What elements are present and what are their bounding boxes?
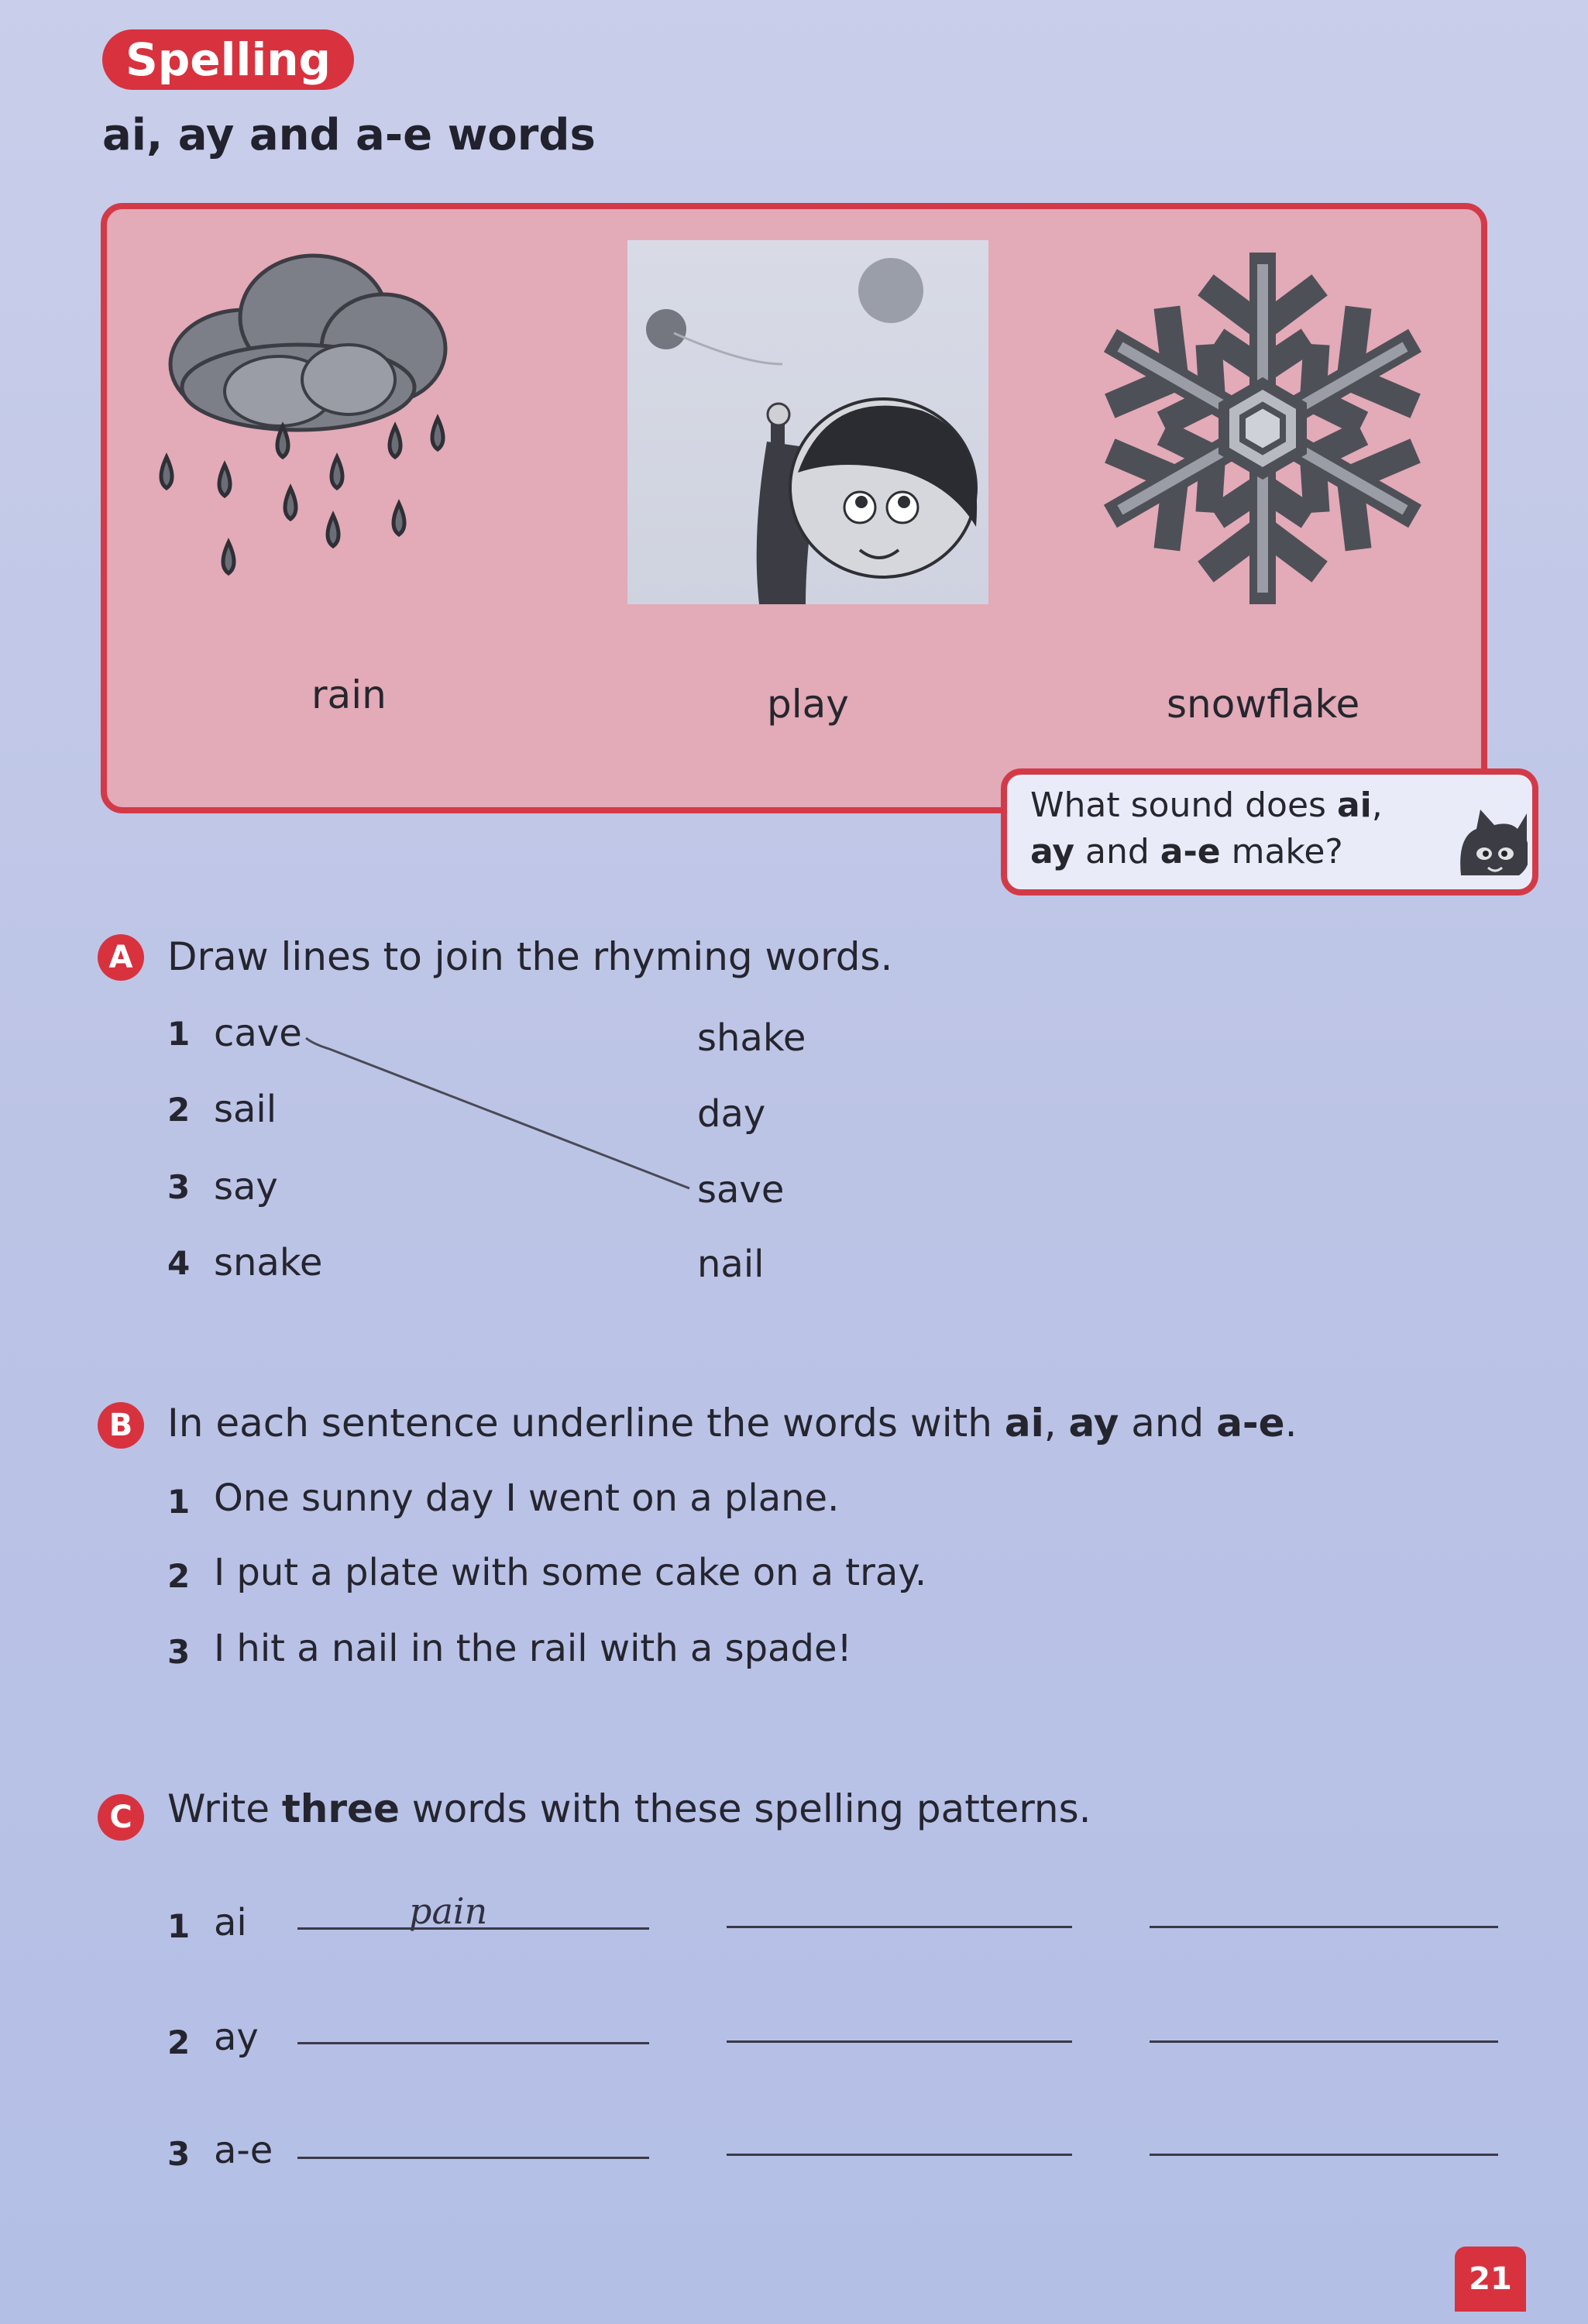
answer-blank[interactable]	[297, 1927, 649, 1930]
item-number: 3	[167, 1168, 191, 1206]
section-b-instruction: In each sentence underline the words with ai, ay and a-e.	[167, 1401, 1298, 1446]
item-number: 1	[167, 1015, 191, 1053]
spelling-pattern: ay	[214, 2016, 259, 2059]
cat-icon	[1453, 806, 1528, 883]
answer-blank[interactable]	[727, 1926, 1072, 1928]
item-number: 3	[167, 1633, 191, 1671]
rhyme-word-right[interactable]: day	[697, 1092, 766, 1136]
section-b-badge: B	[98, 1402, 144, 1449]
section-badge: Spelling	[102, 29, 354, 90]
rhyme-word-left[interactable]: say	[214, 1165, 278, 1208]
answer-blank[interactable]	[1150, 2154, 1498, 2156]
snowflake-icon	[1077, 246, 1449, 610]
answer-blank[interactable]	[297, 2042, 649, 2044]
picture-label-rain: rain	[311, 672, 387, 717]
spelling-pattern: a-e	[214, 2129, 273, 2172]
sentence[interactable]: I hit a nail in the rail with a spade!	[214, 1627, 852, 1670]
rhyme-word-left[interactable]: sail	[214, 1088, 277, 1131]
section-a-instruction: Draw lines to join the rhyming words.	[167, 934, 893, 979]
section-a-badge: A	[98, 934, 144, 981]
picture-label-play: play	[767, 682, 849, 727]
rhyme-word-right[interactable]: save	[697, 1168, 785, 1212]
picture-label-snowflake: snowflake	[1167, 682, 1360, 727]
page-number: 21	[1455, 2247, 1526, 2312]
rhyme-word-right[interactable]: shake	[697, 1016, 806, 1060]
item-number: 3	[167, 2135, 191, 2173]
answer-blank[interactable]	[727, 2154, 1072, 2156]
item-number: 2	[167, 2023, 191, 2061]
item-number: 2	[167, 1091, 191, 1129]
section-c-instruction: Write three words with these spelling patterns.	[167, 1786, 1091, 1831]
item-number: 4	[167, 1244, 191, 1282]
item-number: 2	[167, 1557, 191, 1595]
answer-blank[interactable]	[1150, 1926, 1498, 1928]
spelling-pattern: ai	[214, 1901, 247, 1944]
answer-handwriting: pain	[409, 1890, 488, 1932]
item-number: 1	[167, 1483, 191, 1521]
child-playing-illustration	[627, 240, 988, 604]
rhyme-word-left[interactable]: snake	[214, 1241, 323, 1284]
rhyme-word-right[interactable]: nail	[697, 1243, 765, 1286]
section-c-badge: C	[98, 1794, 144, 1841]
bubble-text-line2: ay and a-e make?	[1030, 832, 1343, 871]
item-number: 1	[167, 1907, 191, 1945]
rhyme-word-left[interactable]: cave	[214, 1012, 302, 1055]
answer-blank[interactable]	[297, 2157, 649, 2159]
sentence[interactable]: I put a plate with some cake on a tray.	[214, 1551, 927, 1594]
sentence[interactable]: One sunny day I went on a plane.	[214, 1477, 840, 1520]
answer-blank[interactable]	[727, 2040, 1072, 2043]
page-subtitle: ai, ay and a-e words	[102, 110, 596, 160]
answer-blank[interactable]	[1150, 2040, 1498, 2043]
bubble-text: What sound does ai,	[1030, 786, 1383, 825]
rain-cloud-icon	[143, 232, 469, 589]
